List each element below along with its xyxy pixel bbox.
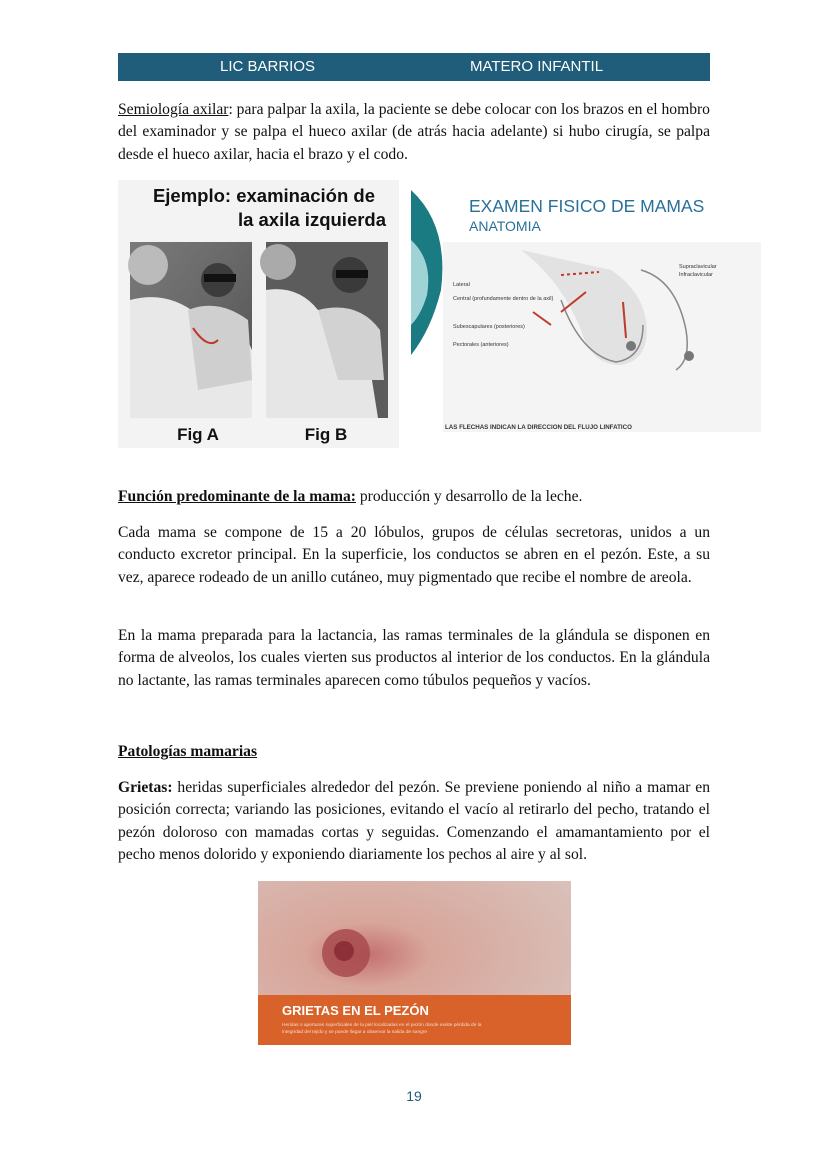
lobulos-paragraph: Cada mama se compone de 15 a 20 lóbulos, grupos de células secretoras, unidos a un conducto excretor principal. En la superficie, los conductos se abren en el pezón. Este, a su vez, aparece rodeado de un anillo cutáneo, muy pigmentado que recibe el nombre de areola.	[118, 524, 710, 586]
page-number: 19	[406, 1088, 422, 1104]
grietas-illustration	[258, 881, 571, 1045]
anatomia-title-2: ANATOMIA	[469, 218, 541, 234]
semiologia-title: Semiología axilar	[118, 101, 229, 118]
anatomia-caption: LAS FLECHAS INDICAN LA DIRECCION DEL FLUJO LINFATICO	[445, 424, 632, 431]
funcion-paragraph	[118, 486, 710, 508]
grietas-text: heridas superficiales alrededor del pezón. Se previene poniendo al niño a mamar en posición correcta; variando las posiciones, evitando el vacío al retirarlo del pecho, tratando el pezón doloroso con mamadas cortas y seguidas. Comenzando el amamantamiento por el pecho menos dolorido y exponiendo diariamente los pechos al aire y al sol.	[118, 779, 710, 864]
header-author: LIC BARRIOS	[220, 58, 316, 75]
lactancia-paragraph: En la mama preparada para la lactancia, las ramas terminales de la glándula se disponen en forma de alveolos, los cuales vierten sus productos al interior de los conductos. En la glándula no lactante, las ramas terminales aparecen como túbulos pequeños y vacíos.	[118, 627, 710, 689]
header-subject: MATERO INFANTIL	[470, 58, 604, 75]
grietas-figure-subtitle-1: Heridas o aperturas superficiales de la piel localizadas en el pezón donde existe pérdida de la	[282, 1023, 482, 1028]
anatomia-label-central: Central (profundamente dentro de la axil)	[453, 296, 554, 302]
grietas-figure-title: GRIETAS EN EL PEZÓN	[282, 1003, 429, 1018]
semiologia-text: : para palpar la axila, la paciente se debe colocar con los brazos en el hombro del examinador y se palpa el hueco axilar (de atrás hacia adelante) si hubo cirugía, se palpa desde el hueco axilar, hacia el brazo y el codo.	[118, 101, 710, 163]
anatomia-label-pectorales: Pectorales (anteriores)	[453, 342, 509, 348]
axila-figure-title-1: Ejemplo: examinación de	[152, 185, 376, 206]
fig-b-label: Fig B	[304, 425, 348, 444]
patologias-title: Patologías mamarias	[118, 743, 258, 760]
anatomia-illustration	[411, 180, 763, 442]
funcion-title: Función predominante de la mama:	[118, 488, 356, 505]
anatomia-title-1: EXAMEN FISICO DE MAMAS	[469, 196, 705, 216]
anatomia-label-supraclavicular: Supraclavicular	[679, 264, 717, 270]
axila-exam-figure	[118, 180, 399, 448]
axila-figure-title-2: la axila izquierda	[237, 209, 387, 230]
grietas-figure-subtitle-2: integridad del tejido y se puede llegar a observar la salida de sangre	[282, 1030, 428, 1035]
anatomia-label-subescapulares: Subescapulares (posteriores)	[453, 324, 525, 330]
page-header	[118, 53, 710, 81]
funcion-text: producción y desarrollo de la leche.	[355, 488, 583, 505]
axila-exam-illustration	[118, 180, 399, 448]
grietas-title: Grietas:	[118, 779, 173, 796]
anatomia-label-lateral: Lateral	[453, 282, 470, 288]
anatomia-label-infraclavicular: Infraclavicular	[679, 272, 713, 278]
grietas-figure	[258, 881, 571, 1045]
grietas-paragraph	[118, 777, 710, 867]
semiologia-paragraph	[118, 99, 710, 166]
fig-a-label: Fig A	[177, 425, 219, 444]
anatomia-figure	[411, 180, 763, 442]
